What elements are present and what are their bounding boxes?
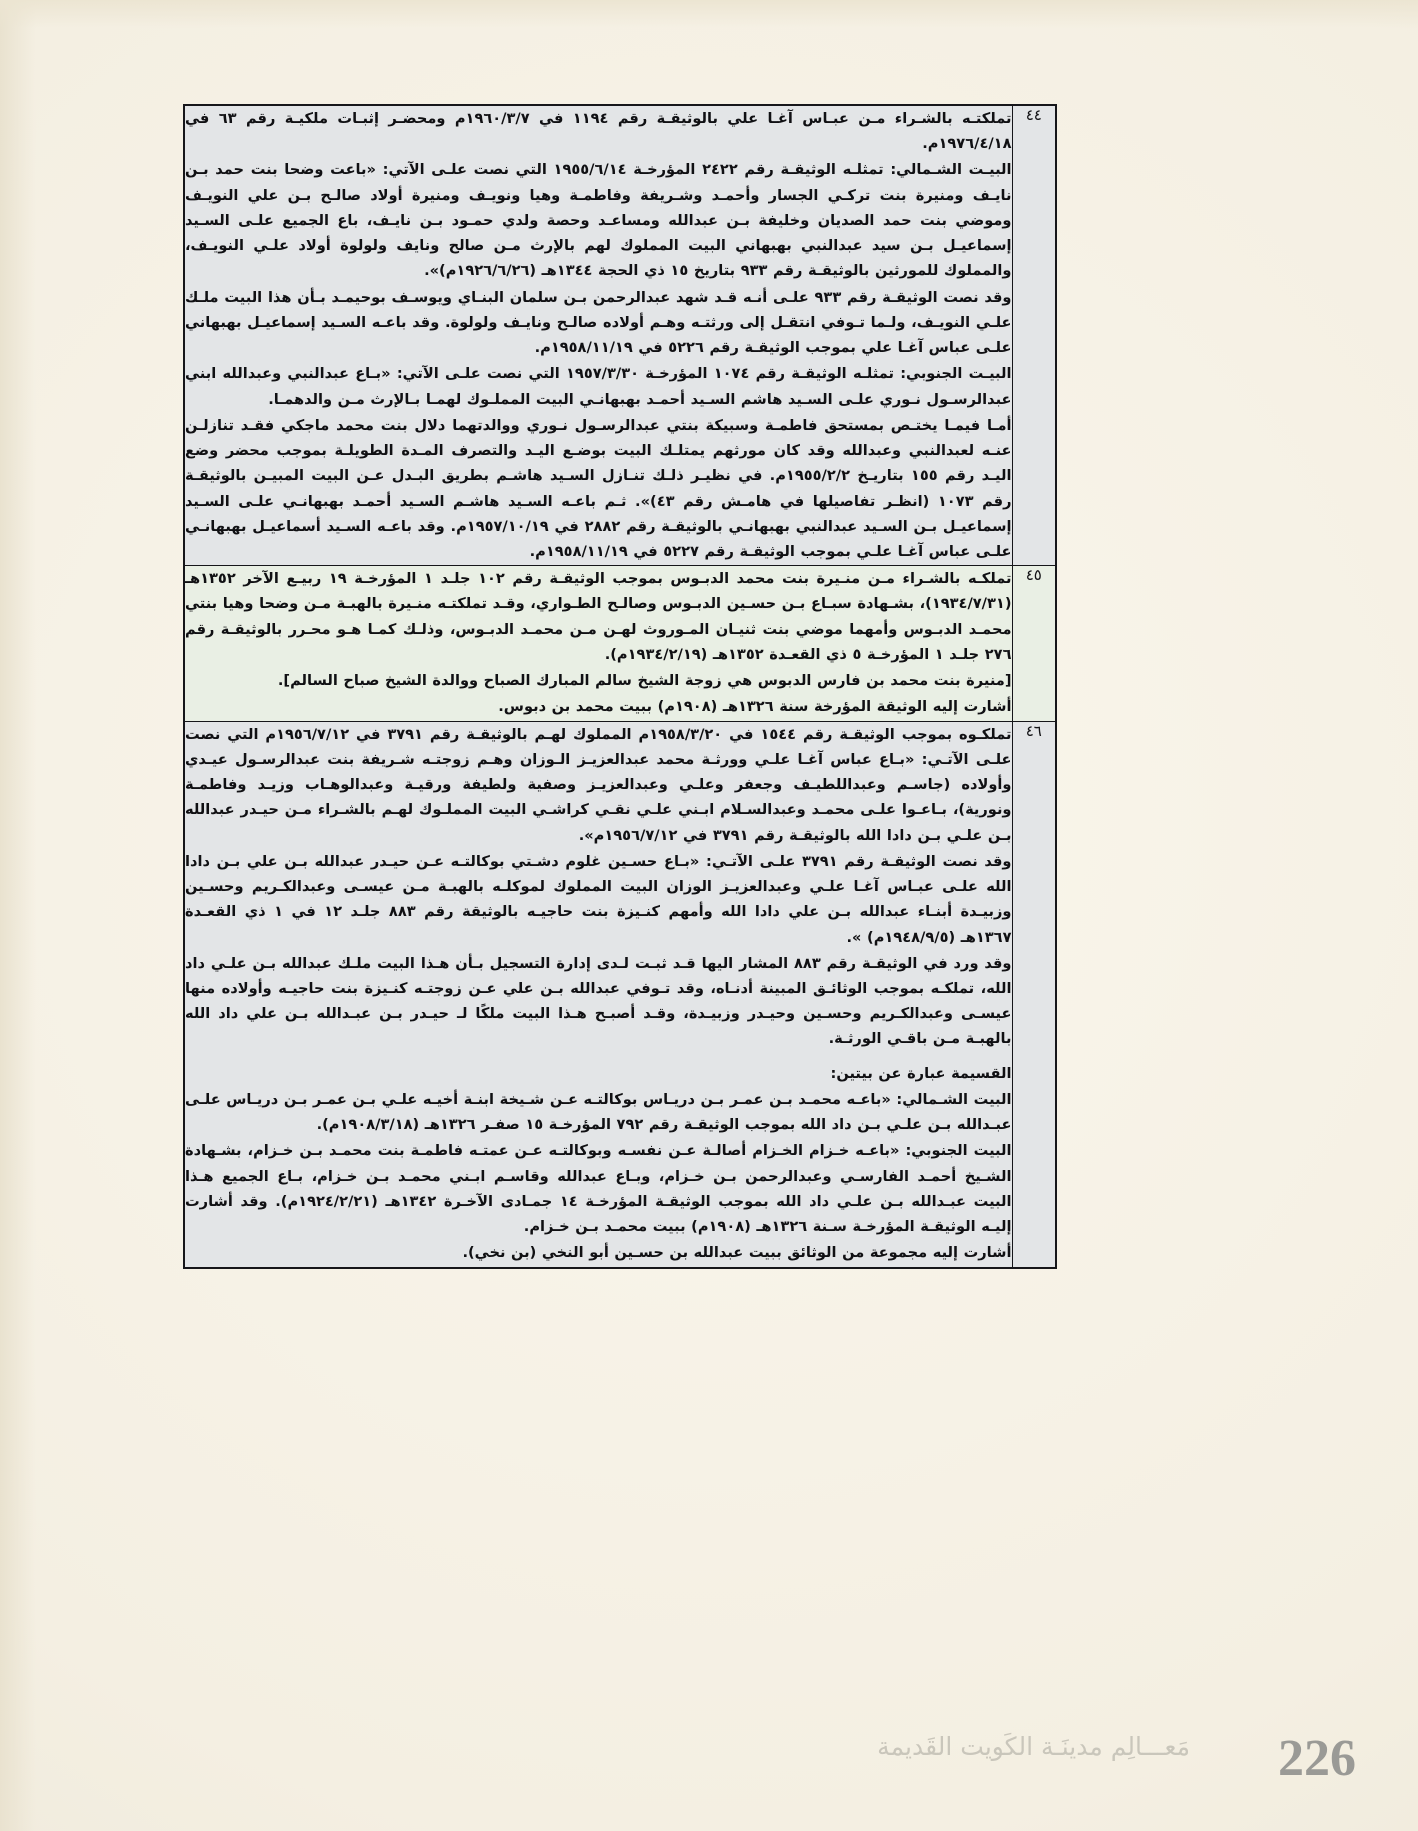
table-row bbox=[184, 566, 1056, 721]
row-body-cell bbox=[184, 721, 1012, 1267]
paragraph-note: [منيرة بنت محمد بن فارس الدبوس هي زوجة الشيخ سالم المبارك الصباح ووالدة الشيخ صباح السالم]. bbox=[277, 672, 1012, 690]
paragraph: تملكتـه بالشـراء مـن عبـاس آغـا علي بالوثيقـة رقم ١١٩٤ في ١٩٦٠/٣/٧م ومحضـر إثبـات ملكيـة رقم ٦٣ في ١٩٧٦/٤/١٨م. bbox=[185, 110, 1012, 153]
table-row bbox=[184, 105, 1056, 566]
paragraph: البيـت الجنوبي: تمثلـه الوثيقـة رقم ١٠٧٤ المؤرخـة ١٩٥٧/٣/٣٠ التي نصت علـى الآتي: «بـاع عبدالنبي وعبدالله ابني عبدالرسـول نـوري علـى السـيد هاشم السـيد أحمـد بهبهانـي البيت المملـوك لهمـا بـالإرث مـن والدهمـا. bbox=[185, 365, 1012, 408]
paragraph: وقد ورد في الوثيقـة رقم ٨٨٣ المشار اليها قـد ثبـت لـدى إدارة التسجيل بـأن هـذا البيت ملـك عبدالله بـن علـي داد الله، تملكـه بموجب الوثائـق المبينة أدنـاه، وقد تـوفي عبدالله بـن علي عـن زوجتـه كنـيزة بنت حاجيـه وأولاده منها عيسـى وعبدالكـريم وحسـين وحيـدر وزبيـدة، وقـد أصبـح هـذا البيت ملكًا لـ حيـدر بـن عبـدالله بـن علي داد الله بالهبـة مـن باقـي الورثـة. bbox=[185, 954, 1012, 1048]
paragraph: البيت الجنوبي: «باعـه خـزام الخـزام أصالـة عـن نفسـه وبوكالتـه عـن عمتـه فاطمـة بنت محمـد بـن خـزام، بشـهادة الشـيخ أحمـد الفارسـي وعبدالرحمن بـن خـزام، وبـاع عبدالله وقاسـم ابـني محمـد بـن خـزام، بـاع الجميع هـذا البيت عبـدالله بـن علـي داد الله بموجب الوثيقـة المؤرخـة ١٤ جمـادى الآخـرة ١٣٤٢هـ (١٩٢٤/٢/٢١م). وقد أشارت إليـه الوثيقـة المؤرخـة سـنة ١٣٢٦هـ (١٩٠٨م) ببيت محمـد بـن خـزام. bbox=[185, 1142, 1012, 1236]
row-body-cell bbox=[184, 105, 1012, 566]
row-number-cell: ٤٦ bbox=[1012, 721, 1056, 1267]
page-footer bbox=[0, 1685, 1418, 1805]
row-number-cell: ٤٥ bbox=[1012, 566, 1056, 721]
paragraph: تملكـوه بموجب الوثيقـة رقم ١٥٤٤ في ١٩٥٨/٣/٢٠م المملوك لهـم بالوثيقـة رقم ٣٧٩١ في ١٩٥٦/٧/١٢م التي نصت علـى الآتـي: «بـاع عباس آغـا علـي وورثـة محمد عبدالعزيـز الـوزان وهـم زوجتـه شـريفة بنت عبدالرسـول عيـدي وأولاده (جاسـم وعبداللطيـف وجعفر وعلـي وعبدالعزيـز وصفية ولطيفة ورقيـة وعبدالوهـاب وزيـد وفاطمـة ونورية)، بـاعـوا علـى محمـد وعبدالسـلام ابـني علـي نقـي كراشـي البيت المملـوك لهـم بالشـراء مـن حيـدر عبدالله بـن علـي بـن دادا الله بالوثيقـة رقم ٣٧٩١ في ١٩٥٦/٧/١٢م». bbox=[185, 725, 1012, 844]
row-number-cell: ٤٤ bbox=[1012, 105, 1056, 566]
paragraph: تملكـه بالشـراء مـن منـيرة بنت محمد الدبـوس بموجب الوثيقـة رقم ١٠٢ جلـد ١ المؤرخـة ١٩ ربيـع الآخر ١٣٥٢هـ (١٩٣٤/٧/٣١)، بشـهادة سبـاع بـن حسـين الدبـوس وصالـح الطـواري، وقـد تملكتـه منـيرة بالهبـة مـن وضحا وهيا بنتي محمـد الدبـوس وأمهما موضي بنت ثنيـان المـوروث لهـن مـن محمـد الدبـوس، وذلـك كمـا هـو محـرر بالوثيقـة رقم ٢٧٦ جلـد ١ المؤرخـة ٥ ذي القعـدة ١٣٥٢هـ (١٩٣٤/٢/١٩م). bbox=[185, 570, 1012, 663]
book-title: مَعـــالِم مدينَـة الكَويت القَديمة bbox=[877, 1732, 1190, 1761]
properties-table bbox=[183, 104, 1057, 1269]
paragraph-reference: أشارت إليه الوثيقة المؤرخة سنة ١٣٢٦هـ (١٩٠٨م) ببيت محمد بن دبوس. bbox=[498, 698, 1012, 716]
paragraph-subheading: القسيمة عبارة عن بيتين: bbox=[830, 1064, 1012, 1082]
table-row bbox=[184, 721, 1056, 1267]
paragraph: وقد نصت الوثيقـة رقم ٩٣٣ علـى أنـه قـد شهد عبدالرحمن بـن سلمان البنـاي ويوسـف بوحيمـد بـأن هذا البيت ملـك علـي النويـف، ولـما تـوفي انتقـل إلى ورثتـه وهـم أولاده صالـح ونايـف ولولوة. وقد باعـه السـيد إسماعيـل بهبهاني علـى عباس آغـا علي بموجب الوثيقـة رقم ٥٢٢٦ في ١٩٥٨/١١/١٩م. bbox=[185, 288, 1012, 357]
paragraph: أمـا فيمـا يختـص بمستحق فاطمـة وسبيكة بنتي عبدالرسـول نـوري ووالدتهما دلال بنت محمد ماجكي فقـد تنازلـن عنـه لعبدالنبي وعبدالله وقد كان مورثهم يمتلـك البيت بوضـع اليـد والتصرف المـدة الطويلـة بموجب محضر وضع اليـد رقم ١٥٥ بتاريـخ ١٩٥٥/٢/٢م. في نظيـر ذلـك تنـازل السـيد هاشـم بطريق البـدل عـن البيت المبيـن بالوثيقـة رقم ١٠٧٣ (انظـر تفاصيلها في هامـش رقم ٤٣)». ثـم باعـه السـيد هاشـم السـيد أحمـد بهبهانـي علـى السـيد إسماعيـل بـن السـيد عبدالنبي بهبهانـي بالوثيقـة رقم ٢٨٨٢ في ١٩٥٧/١٠/١٩م. وقد باعـه السـيد أسماعيـل بهبهانـي علـى عباس آغـا علـي بموجب الوثيقـة رقم ٥٢٢٧ في ١٩٥٨/١١/١٩م. bbox=[185, 416, 1012, 560]
row-body-cell bbox=[184, 566, 1012, 721]
paragraph: وقد نصت الوثيقـة رقم ٣٧٩١ علـى الآتـي: «بـاع حسـين غلوم دشـتي بوكالتـه عـن حيـدر عبدالله بـن علي بـن دادا الله علـى عبـاس آغـا علـي وعبدالعزيـز الوزان البيت المملوك لموكلـه بالهبـة مـن عيسـى وعبدالكـريم وحسـين وزبيـدة أبنـاء عبدالله بـن علي دادا الله وأمهم كنـيزة بنت حاجيـه بالوثيقة رقم ٨٨٣ جلـد ١٢ في ١ ذي القعـدة ١٣٦٧هـ (١٩٤٨/٩/٥م) ». bbox=[185, 852, 1012, 946]
paragraph: البيت الشـمالي: «باعـه محمـد بـن عمـر بـن دريـاس بوكالتـه عـن شـيخة ابنـة أخيـه علـي بـن عمـر بـن دريـاس علـى عبـدالله بـن علـي بـن داد الله بموجب الوثيقـة رقم ٧٩٢ المؤرخـة ١٥ صفـر ١٣٢٦هـ (١٩٠٨/٣/١٨م). bbox=[185, 1090, 1012, 1134]
page-number: 226 bbox=[1278, 1730, 1356, 1787]
paragraph: البيـت الشـمالي: تمثلـه الوثيقـة رقم ٢٤٢٢ المؤرخـة ١٩٥٥/٦/١٤ التي نصت علـى الآتي: «باعت وضحا بنت حمد بـن نايـف ومنيرة بنت تركـي الجسار وأحمـد وشـريفة وفاطمـة وهيا ونويـف ومنيرة أولاد صالـح بـن علي النويـف وموضي بنت حمد الصديان وخليفة بـن عبدالله ومساعـد وحصة ولدي حمـود بـن نايـف، باع الجميع علـى السـيد إسماعيـل بـن سيد عبدالنبي بهبهاني البيت المملوك لهم بالإرث مـن صالح ونايف ولولوة أولاد علـي النويـف، والمملوك للمورثين بالوثيقـة رقم ٩٣٣ بتاريخ ١٥ ذي الحجة ١٣٤٤هـ (١٩٢٦/٦/٢٦م)». bbox=[185, 161, 1012, 280]
paragraph-reference: أشارت إليه مجموعة من الوثائق ببيت عبدالله بن حسـين أبو النخي (بن نخي). bbox=[462, 1244, 1012, 1262]
